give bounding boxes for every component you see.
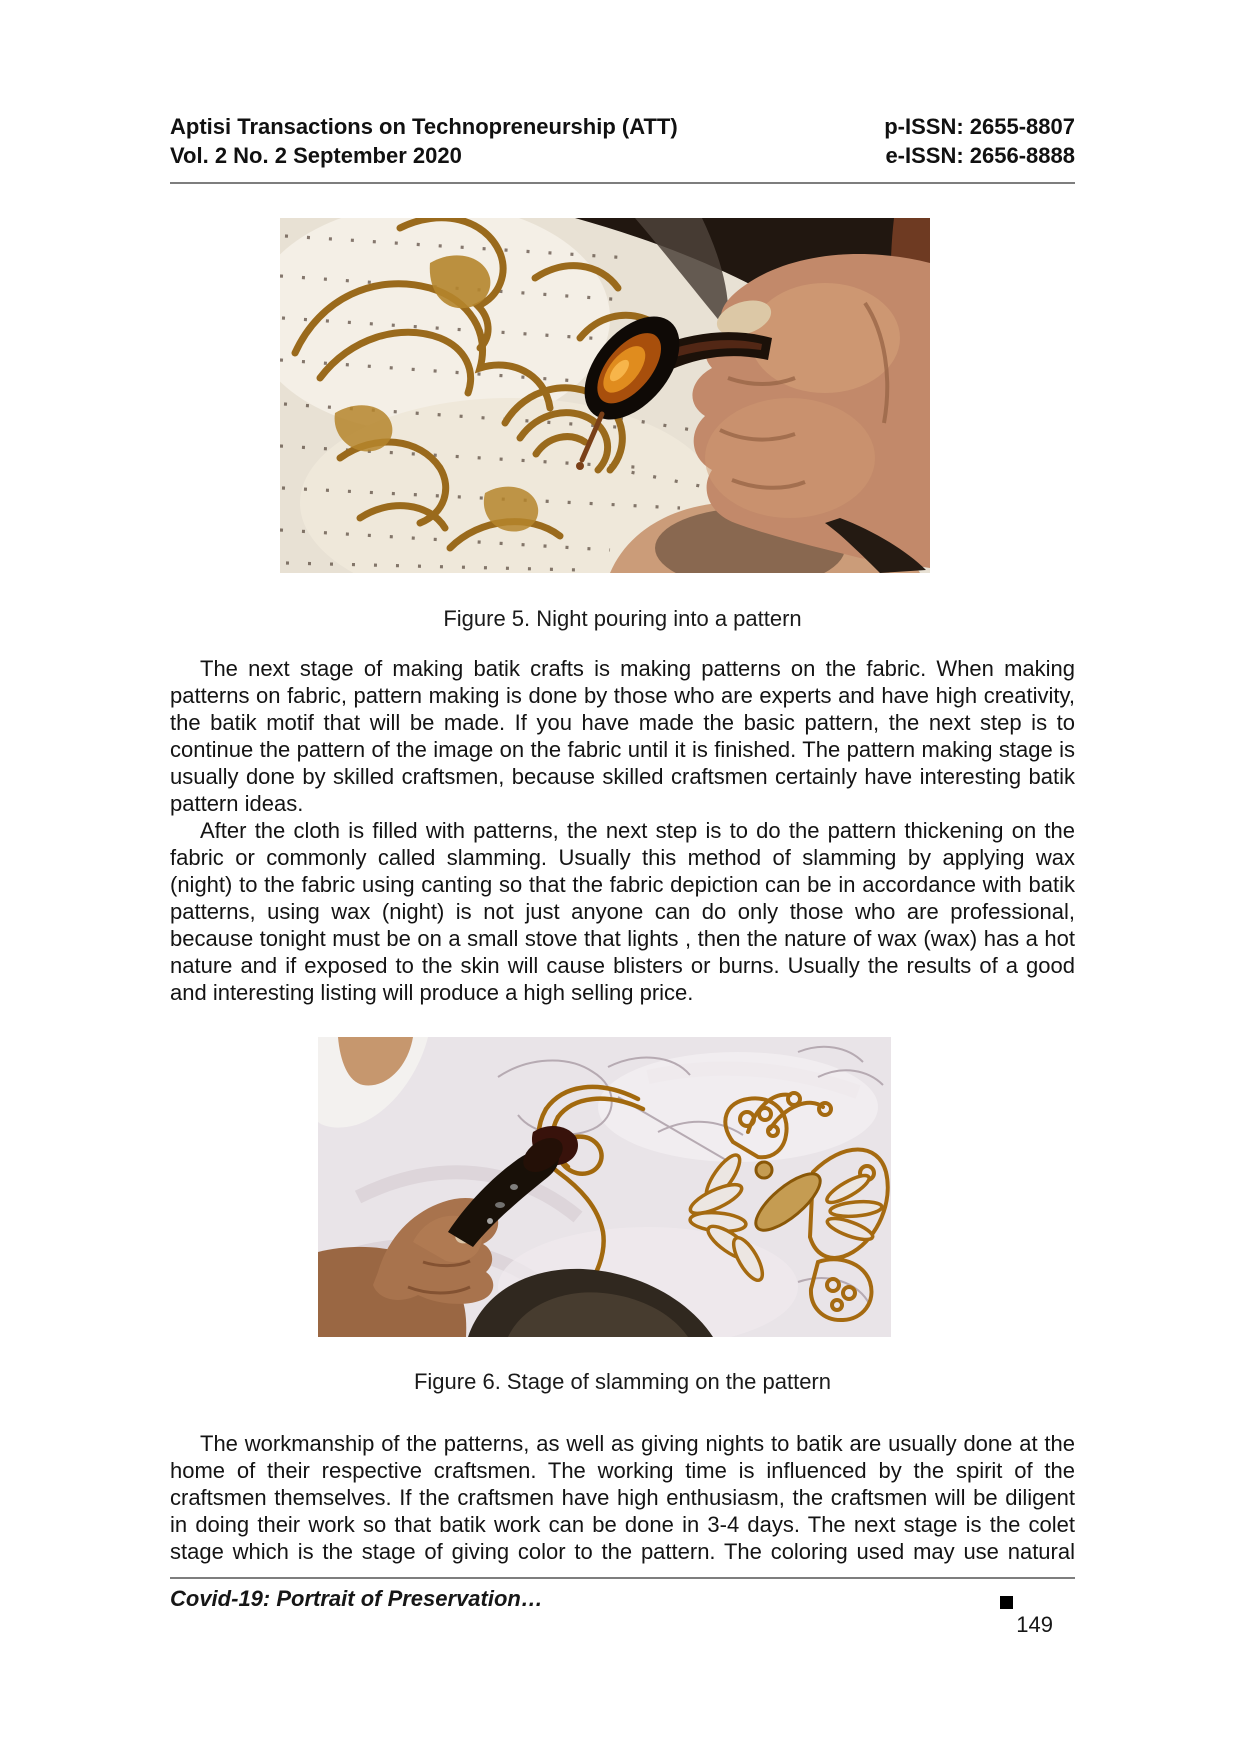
- header-left: [170, 112, 678, 170]
- figure6-caption: Figure 6. Stage of slamming on the pattern: [413, 1369, 831, 1394]
- footer-square-marker: [1000, 1596, 1013, 1609]
- figure6-image: [318, 1037, 891, 1337]
- body-text-block-1: [170, 655, 1075, 1006]
- journal-title: Aptisi Transactions on Technopreneurship (ATT): [170, 114, 678, 139]
- p-issn: p-ISSN: 2655-8807: [884, 114, 1075, 139]
- batik-canting-photo: [280, 218, 930, 573]
- e-issn: e-ISSN: 2656-8888: [885, 143, 1075, 168]
- header-divider: [170, 182, 1075, 184]
- paragraph: The workmanship of the patterns, as well as giving nights to batik are usually done at the home of their respective craftsmen. The working time is influenced by the spirit of the craftsmen themselves. If the craftsmen have high enthusiasm, the craftsmen will be diligent in doing their work so that batik work can be done in 3-4 days. The next stage is the colet stage which is the stage of giving color to the pattern. The coloring used may use natural: [170, 1431, 1075, 1564]
- batik-butterfly-photo: [318, 1037, 891, 1337]
- body-text-block-2: [170, 1430, 1075, 1565]
- volume-info: Vol. 2 No. 2 September 2020: [170, 143, 462, 168]
- figure5-image: [280, 218, 930, 573]
- running-title: Covid-19: Portrait of Preservation…: [170, 1586, 543, 1611]
- figure5-caption: Figure 5. Night pouring into a pattern: [443, 606, 802, 631]
- page-number: 149: [1016, 1612, 1053, 1637]
- header-right: [884, 112, 1075, 170]
- footer-divider: [170, 1577, 1075, 1579]
- paragraph: After the cloth is filled with patterns, the next step is to do the pattern thickening on the fabric or commonly called slamming. Usually this method of slamming by applying wax (night) to the fabric using canting so that the fabric depiction can be in accordance with batik patterns, using wax (night) is not just anyone can do only those who are professional, because tonight must be on a small stove that lights , then the nature of wax (wax) has a hot nature and if exposed to the skin will cause blisters or burns. Usually the results of a good and interesting listing will produce a high selling price.: [170, 818, 1075, 1005]
- paragraph: The next stage of making batik crafts is making patterns on the fabric. When making patterns on fabric, pattern making is done by those who are experts and have high creativity, the batik motif that will be made. If you have made the basic pattern, the next step is to continue the pattern of the image on the fabric until it is finished. The pattern making stage is usually done by skilled craftsmen, because skilled craftsmen certainly have interesting batik pattern ideas.: [170, 656, 1075, 816]
